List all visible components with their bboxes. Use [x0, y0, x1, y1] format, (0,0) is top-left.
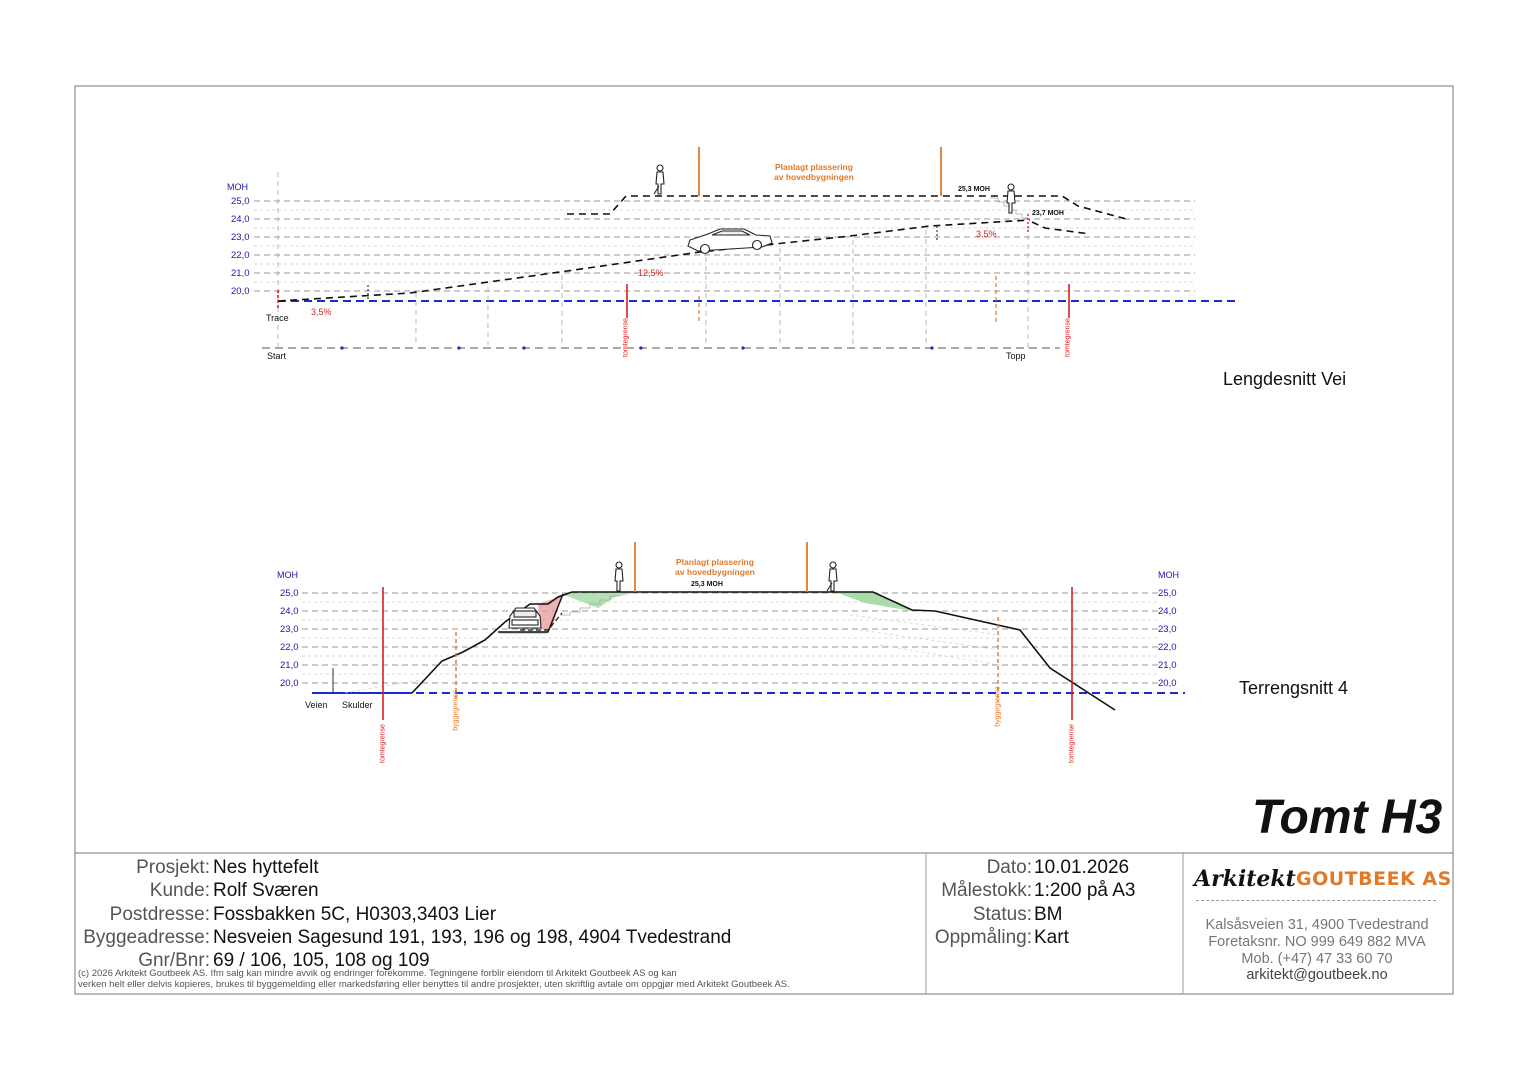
- long-level-label: 25,0: [231, 196, 250, 207]
- company-address: Kalsåsveien 31, 4900 Tvedestrand: [1205, 917, 1429, 933]
- terrain-property-label: tomtegrense: [1068, 724, 1076, 763]
- terrain-level-label-right: 23,0: [1158, 624, 1177, 635]
- copyright-line-1: (c) 2026 Arkitekt Goutbeek AS. Ifm salg kan mindre avvik og endringer forekomme. Tegningene forblir eiendom til Arkitekt Goutbeek AS og kan: [78, 968, 677, 979]
- date-label: Dato:: [986, 857, 1032, 878]
- terrain-level-label: 22,0: [280, 642, 299, 653]
- terrain-level-label-right: 21,0: [1158, 660, 1177, 671]
- long-level-label: 23,0: [231, 232, 250, 243]
- longitudinal-section: [254, 147, 1240, 350]
- company-org-number: Foretaksnr. NO 999 649 882 MVA: [1208, 934, 1426, 950]
- long-start-label: Start: [267, 351, 287, 361]
- terrain-section-title: Terrengsnitt 4: [1239, 678, 1349, 698]
- scale-label: Målestokk:: [941, 880, 1032, 901]
- terrain-building-label-2: av hovedbygningen: [675, 567, 755, 577]
- long-axis-unit: MOH: [227, 182, 248, 192]
- long-trace-label: Trace: [266, 313, 289, 323]
- company-phone: Mob. (+47) 47 33 60 70: [1241, 951, 1393, 967]
- logo-script: Arkitekt: [1194, 866, 1296, 892]
- scale-value: 1:200 på A3: [1034, 880, 1136, 901]
- terrain-road-label: Veien: [305, 700, 328, 710]
- terrain-level-label: 24,0: [280, 606, 299, 617]
- terrain-level-annotation: 25,3 MOH: [691, 581, 723, 588]
- long-road-profile: [278, 220, 1030, 301]
- postal-address-label: Postdresse:: [109, 904, 210, 925]
- client-value: Rolf Sværen: [213, 880, 319, 901]
- terrain-level-label: 20,0: [280, 678, 299, 689]
- long-building-label-2: av hovedbygningen: [774, 172, 854, 182]
- long-level-annotation: 25,3 MOH: [958, 186, 990, 193]
- parcel-value: 69 / 106, 105, 108 og 109: [213, 950, 430, 971]
- long-building-label-1: Planlagt plassering: [775, 162, 853, 172]
- survey-value: Kart: [1034, 927, 1069, 948]
- long-station-lines: [278, 172, 1028, 350]
- terrain-fill-green-right: [835, 592, 912, 611]
- long-slope-label: 3,5%: [311, 307, 332, 317]
- terrain-level-label-right: 24,0: [1158, 606, 1177, 617]
- client-label: Kunde:: [149, 880, 210, 901]
- long-level-label: 22,0: [231, 250, 250, 261]
- car-icon: [688, 229, 772, 254]
- person-icon: [1007, 184, 1015, 213]
- person-icon: [827, 562, 837, 591]
- company-email: arkitekt@goutbeek.no: [1246, 967, 1388, 983]
- long-level-annotation: 23,7 MOH: [1032, 210, 1064, 217]
- terrain-level-label: 23,0: [280, 624, 299, 635]
- long-topp-label: Topp: [1006, 351, 1026, 361]
- parcel-label: Gnr/Bnr:: [138, 950, 210, 971]
- copyright-notice: [78, 968, 918, 990]
- car-front-icon: [509, 608, 541, 628]
- terrain-level-label-right: 20,0: [1158, 678, 1177, 689]
- survey-label: Oppmåling:: [934, 927, 1032, 948]
- terrain-building-label-1: Planlagt plassering: [676, 557, 754, 567]
- building-address-value: Nesveien Sagesund 191, 193, 196 og 198, 4904 Tvedestrand: [213, 927, 732, 948]
- terrain-level-label: 25,0: [280, 588, 299, 599]
- terrain-build-limit-label: byggegrense: [994, 686, 1002, 727]
- project-value: Nes hyttefelt: [213, 857, 319, 878]
- long-property-label: tomtegrense: [622, 318, 630, 357]
- status-value: BM: [1034, 904, 1063, 925]
- terrain-shoulder-label: Skulder: [342, 700, 373, 710]
- person-icon: [615, 562, 623, 591]
- terrain-fill-red: [538, 596, 562, 630]
- copyright-line-2: verken helt eller delvis kopieres, brukes til byggemelding eller markedsføring eller benyttes til andre prosjekter, uten skriftlig avtale om oppgjør med Arkitekt Goutbeek AS.: [78, 979, 790, 990]
- terrain-level-label: 21,0: [280, 660, 299, 671]
- status-label: Status:: [972, 904, 1032, 925]
- long-property-label: tomtegrense: [1064, 318, 1072, 357]
- building-address-label: Byggeadresse:: [83, 927, 210, 948]
- logo-separator: [1196, 900, 1436, 901]
- date-value: 10.01.2026: [1034, 857, 1130, 878]
- terrain-level-label-right: 22,0: [1158, 642, 1177, 653]
- postal-address-value: Fossbakken 5C, H0303,3403 Lier: [213, 904, 497, 925]
- long-level-label: 20,0: [231, 286, 250, 297]
- terrain-level-label-right: 25,0: [1158, 588, 1177, 599]
- long-slope-label: 3,5%: [976, 229, 997, 239]
- terrain-axis-unit-left: MOH: [277, 570, 298, 580]
- terrain-existing-terrain: [345, 615, 1000, 693]
- terrain-half-level-lines: [302, 602, 1160, 674]
- long-station-dots: [340, 346, 933, 349]
- long-section-title: Lengdesnitt Vei: [1223, 369, 1347, 389]
- long-level-label: 21,0: [231, 268, 250, 279]
- drawing-title: Tomt H3: [1252, 791, 1443, 844]
- project-label: Prosjekt:: [136, 857, 210, 878]
- terrain-build-limit-label: byggegrense: [452, 690, 460, 731]
- terrain-axis-unit-right: MOH: [1158, 570, 1179, 580]
- logo-name: GOUTBEEK AS: [1296, 868, 1452, 890]
- long-level-label: 24,0: [231, 214, 250, 225]
- terrain-property-label: tomtegrense: [379, 724, 387, 763]
- long-slope-label: 12,5%: [638, 268, 664, 278]
- person-icon: [654, 165, 664, 194]
